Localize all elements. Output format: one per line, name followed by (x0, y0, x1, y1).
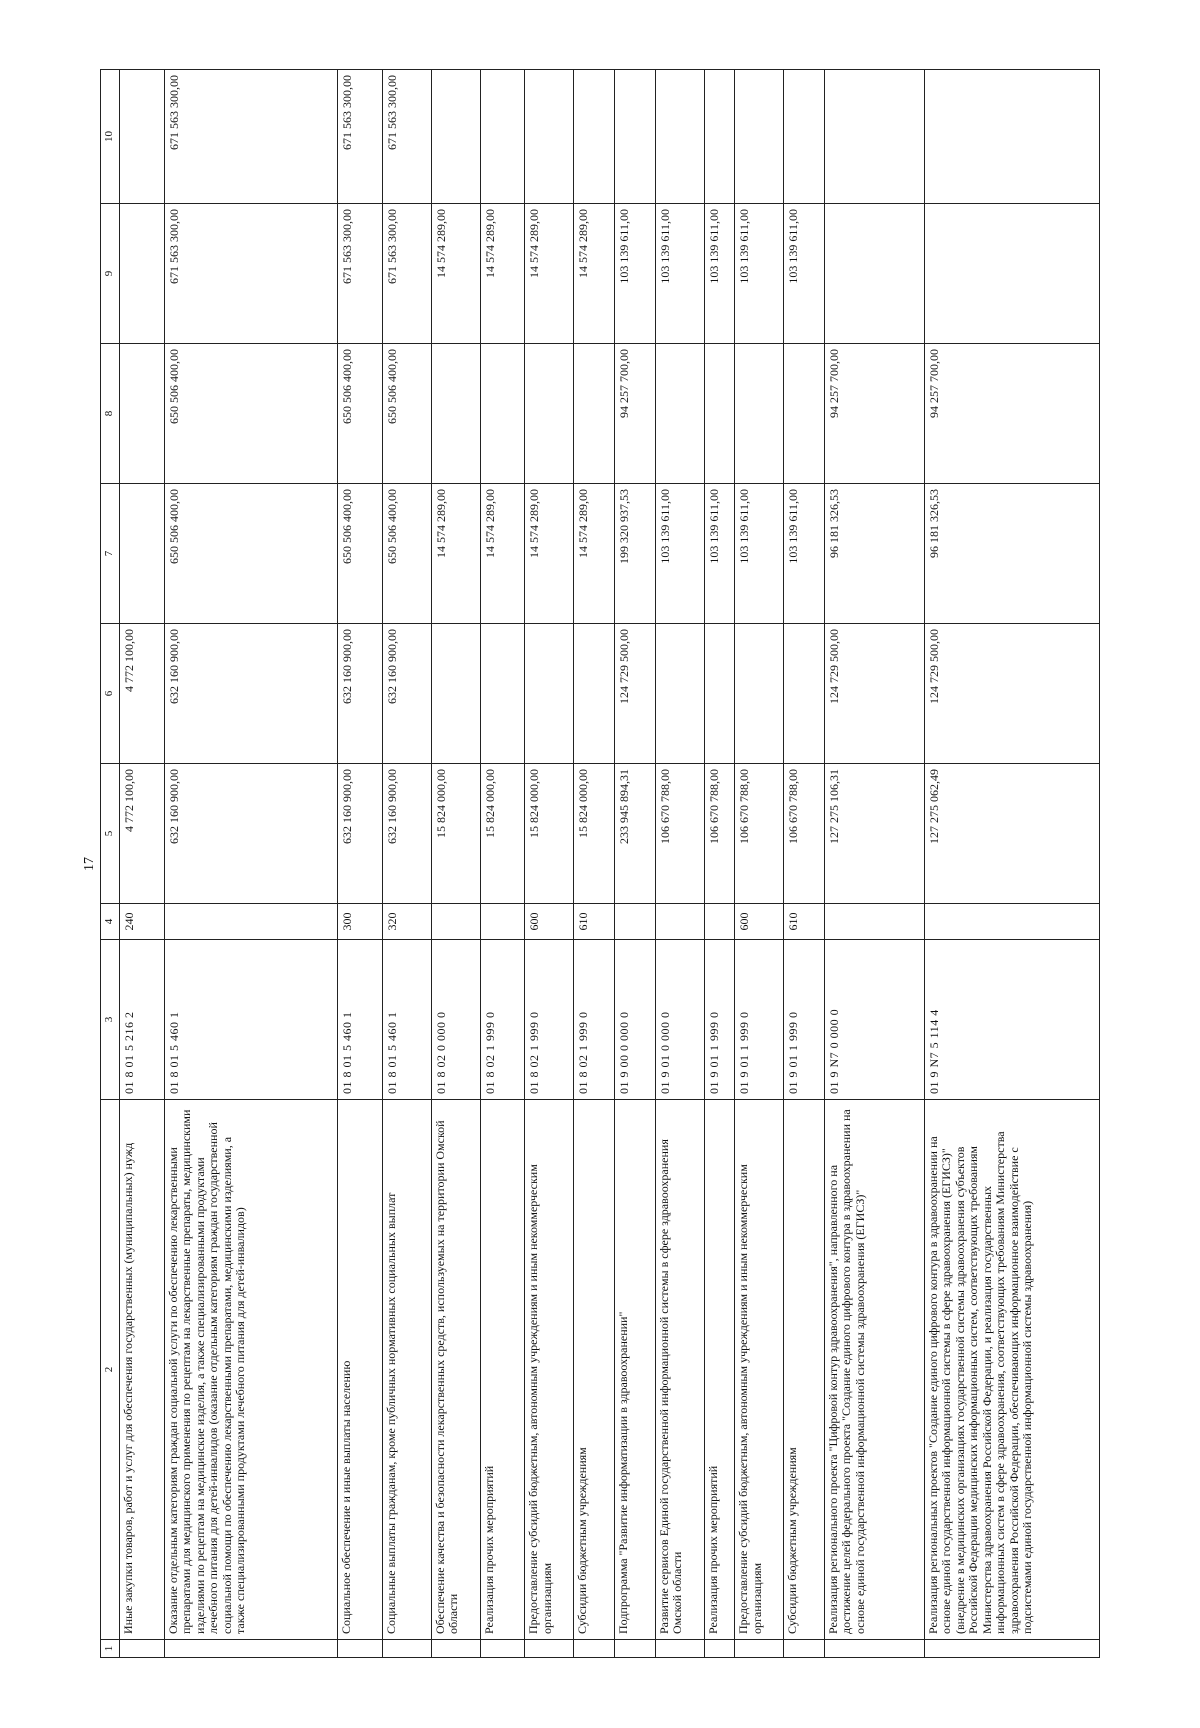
row-value-cell (655, 70, 704, 204)
row-value-cell (824, 70, 924, 204)
row-code-cell: 01 8 01 5 216 2 (120, 940, 165, 1100)
row-code-cell: 01 9 00 0 000 0 (615, 940, 656, 1100)
row-value-cell: 106 670 788,00 (655, 764, 704, 904)
row-vr-cell: 600 (735, 904, 784, 940)
row-value-cell: 103 139 611,00 (735, 204, 784, 344)
row-value-cell: 106 670 788,00 (704, 764, 735, 904)
row-marker-cell (337, 1640, 382, 1658)
row-value-cell: 671 563 300,00 (337, 70, 382, 204)
row-value-cell (735, 624, 784, 764)
row-value-cell: 96 181 326,53 (824, 484, 924, 624)
row-value-cell: 15 824 000,00 (574, 764, 615, 904)
table-row (655, 70, 704, 1658)
budget-table (100, 69, 1100, 1658)
row-value-cell: 127 275 062,49 (924, 764, 1099, 904)
row-value-cell: 632 160 900,00 (382, 764, 431, 904)
row-name-cell: Оказание отдельным категориям граждан социальной услуги по обеспечению лекарственными препаратами для медицинского применения по рецептам на лекарственные препараты, медицинскими изделиями по рецептам на медицинские изделия, а также специализированными продуктами лечебного питания для детей-инвалидов (оказание отдельным категориям граждан государственной социальной помощи по обеспечению лекарственными препаратами, медицинскими изделиями, а также специализированными продуктами лечебного питания для детей-инвалидов) (164, 1100, 337, 1640)
table-row (615, 70, 656, 1658)
row-name-cell: Развитие сервисов Единой государственной информационной системы в сфере здравоохранения Омской области (655, 1100, 704, 1640)
row-value-cell: 103 139 611,00 (735, 484, 784, 624)
row-code-cell: 01 8 01 5 460 1 (164, 940, 337, 1100)
row-code-cell: 01 9 N7 0 000 0 (824, 940, 924, 1100)
row-value-cell: 632 160 900,00 (382, 624, 431, 764)
column-header: 8 (101, 344, 120, 484)
row-value-cell: 632 160 900,00 (164, 764, 337, 904)
row-value-cell (824, 204, 924, 344)
row-vr-cell: 610 (784, 904, 825, 940)
column-header: 9 (101, 204, 120, 344)
row-value-cell: 14 574 289,00 (431, 484, 480, 624)
row-marker-cell (431, 1640, 480, 1658)
row-value-cell (574, 624, 615, 764)
row-marker-cell (480, 1640, 525, 1658)
row-name-cell: Реализация прочих мероприятий (480, 1100, 525, 1640)
row-value-cell (704, 624, 735, 764)
row-marker-cell (164, 1640, 337, 1658)
row-value-cell (784, 70, 825, 204)
row-value-cell: 632 160 900,00 (337, 624, 382, 764)
row-vr-cell: 300 (337, 904, 382, 940)
row-value-cell: 650 506 400,00 (337, 484, 382, 624)
row-value-cell: 103 139 611,00 (615, 204, 656, 344)
row-value-cell: 127 275 106,31 (824, 764, 924, 904)
row-value-cell: 233 945 894,31 (615, 764, 656, 904)
row-marker-cell (704, 1640, 735, 1658)
row-vr-cell (431, 904, 480, 940)
row-value-cell (480, 624, 525, 764)
row-value-cell: 632 160 900,00 (337, 764, 382, 904)
row-value-cell: 94 257 700,00 (924, 344, 1099, 484)
table-row (784, 70, 825, 1658)
row-value-cell (431, 344, 480, 484)
budget-table-wrapper (100, 70, 1100, 1658)
row-name-cell: Субсидии бюджетным учреждениям (574, 1100, 615, 1640)
page-number: 17 (82, 857, 97, 871)
row-value-cell (480, 70, 525, 204)
table-row (120, 70, 165, 1658)
row-value-cell: 103 139 611,00 (784, 484, 825, 624)
row-vr-cell: 610 (574, 904, 615, 940)
row-name-cell: Предоставление субсидий бюджетным, автономным учреждениям и иным некоммерческим организациям (735, 1100, 784, 1640)
row-value-cell: 14 574 289,00 (525, 484, 574, 624)
row-value-cell: 94 257 700,00 (824, 344, 924, 484)
row-value-cell: 671 563 300,00 (164, 70, 337, 204)
row-marker-cell (382, 1640, 431, 1658)
row-code-cell: 01 8 02 1 999 0 (525, 940, 574, 1100)
row-value-cell: 106 670 788,00 (735, 764, 784, 904)
row-marker-cell (120, 1640, 165, 1658)
row-value-cell: 650 506 400,00 (164, 484, 337, 624)
row-name-cell: Предоставление субсидий бюджетным, автономным учреждениям и иным некоммерческим организациям (525, 1100, 574, 1640)
row-value-cell (525, 70, 574, 204)
row-code-cell: 01 9 N7 5 114 4 (924, 940, 1099, 1100)
row-value-cell: 4 772 100,00 (120, 624, 165, 764)
row-value-cell: 103 139 611,00 (784, 204, 825, 344)
row-value-cell (120, 484, 165, 624)
column-header: 2 (101, 1100, 120, 1640)
row-marker-cell (824, 1640, 924, 1658)
row-name-cell: Субсидии бюджетным учреждениям (784, 1100, 825, 1640)
row-value-cell (784, 624, 825, 764)
row-value-cell (574, 70, 615, 204)
row-value-cell (655, 344, 704, 484)
row-value-cell (784, 344, 825, 484)
row-value-cell: 14 574 289,00 (480, 484, 525, 624)
column-header: 6 (101, 624, 120, 764)
row-value-cell: 650 506 400,00 (382, 344, 431, 484)
row-name-cell: Социальные выплаты гражданам, кроме публичных нормативных социальных выплат (382, 1100, 431, 1640)
row-vr-cell (824, 904, 924, 940)
row-marker-cell (784, 1640, 825, 1658)
row-value-cell: 103 139 611,00 (704, 484, 735, 624)
row-value-cell (615, 70, 656, 204)
row-marker-cell (924, 1640, 1099, 1658)
row-name-cell: Реализация прочих мероприятий (704, 1100, 735, 1640)
row-code-cell: 01 8 02 1 999 0 (574, 940, 615, 1100)
table-row (164, 70, 337, 1658)
table-row (337, 70, 382, 1658)
row-value-cell: 14 574 289,00 (574, 484, 615, 624)
row-value-cell: 15 824 000,00 (431, 764, 480, 904)
row-marker-cell (615, 1640, 656, 1658)
row-value-cell (924, 204, 1099, 344)
row-value-cell: 103 139 611,00 (704, 204, 735, 344)
row-code-cell: 01 8 02 1 999 0 (480, 940, 525, 1100)
row-value-cell: 671 563 300,00 (382, 204, 431, 344)
row-value-cell (735, 70, 784, 204)
row-marker-cell (525, 1640, 574, 1658)
row-value-cell (431, 70, 480, 204)
table-row (480, 70, 525, 1658)
row-value-cell (525, 344, 574, 484)
row-value-cell (431, 624, 480, 764)
table-row (574, 70, 615, 1658)
row-vr-cell: 320 (382, 904, 431, 940)
row-value-cell (480, 344, 525, 484)
row-value-cell: 103 139 611,00 (655, 484, 704, 624)
row-value-cell: 124 729 500,00 (824, 624, 924, 764)
row-vr-cell: 600 (525, 904, 574, 940)
row-value-cell: 14 574 289,00 (574, 204, 615, 344)
row-vr-cell (924, 904, 1099, 940)
row-name-cell: Подпрограмма "Развитие информатизации в здравоохранении" (615, 1100, 656, 1640)
row-name-cell: Реализация региональных проектов "Создание единого цифрового контура в здравоохранении на основе единой государственной информационной системы в сфере здравоохранения (ЕГИСЗ)" (внедрение в медицинских организациях государственной системы здравоохранения субъектов Российской Федерации медицинских информационных систем, соответствующих требованиям Министерства здравоохранения Российской Федерации, и реализация государственных информационных систем в сфере здравоохранения, соответствующих требованиям Министерства здравоохранения Российской Федерации, обеспечивающих информационное взаимодействие с подсистемами единой государственной информационной системы здравоохранения) (924, 1100, 1099, 1640)
row-name-cell: Социальное обеспечение и иные выплаты населению (337, 1100, 382, 1640)
row-name-cell: Обеспечение качества и безопасности лекарственных средств, используемых на территории Омской области (431, 1100, 480, 1640)
column-header: 5 (101, 764, 120, 904)
row-value-cell: 671 563 300,00 (164, 204, 337, 344)
header-row (101, 70, 120, 1658)
table-row (525, 70, 574, 1658)
row-value-cell: 14 574 289,00 (431, 204, 480, 344)
row-value-cell: 103 139 611,00 (655, 204, 704, 344)
row-vr-cell (164, 904, 337, 940)
table-row (431, 70, 480, 1658)
row-vr-cell (704, 904, 735, 940)
row-marker-cell (655, 1640, 704, 1658)
table-row (382, 70, 431, 1658)
table-row (704, 70, 735, 1658)
row-marker-cell (574, 1640, 615, 1658)
row-code-cell: 01 9 01 1 999 0 (735, 940, 784, 1100)
table-row (924, 70, 1099, 1658)
row-value-cell: 650 506 400,00 (164, 344, 337, 484)
row-value-cell: 14 574 289,00 (525, 204, 574, 344)
row-value-cell: 106 670 788,00 (784, 764, 825, 904)
row-code-cell: 01 8 02 0 000 0 (431, 940, 480, 1100)
row-value-cell: 124 729 500,00 (615, 624, 656, 764)
row-vr-cell (480, 904, 525, 940)
row-value-cell (704, 344, 735, 484)
row-code-cell: 01 8 01 5 460 1 (382, 940, 431, 1100)
row-code-cell: 01 9 01 1 999 0 (704, 940, 735, 1100)
row-vr-cell (655, 904, 704, 940)
row-value-cell (525, 624, 574, 764)
row-value-cell: 650 506 400,00 (337, 344, 382, 484)
column-header: 3 (101, 940, 120, 1100)
row-value-cell (655, 624, 704, 764)
row-value-cell: 650 506 400,00 (382, 484, 431, 624)
row-value-cell: 94 257 700,00 (615, 344, 656, 484)
row-name-cell: Иные закупки товаров, работ и услуг для обеспечения государственных (муниципальных) нужд (120, 1100, 165, 1640)
row-value-cell: 15 824 000,00 (525, 764, 574, 904)
row-code-cell: 01 9 01 0 000 0 (655, 940, 704, 1100)
row-code-cell: 01 9 01 1 999 0 (784, 940, 825, 1100)
row-value-cell (924, 70, 1099, 204)
row-value-cell: 199 320 937,53 (615, 484, 656, 624)
column-header: 7 (101, 484, 120, 624)
row-value-cell: 4 772 100,00 (120, 764, 165, 904)
row-value-cell: 96 181 326,53 (924, 484, 1099, 624)
column-header: 10 (101, 70, 120, 204)
column-header: 1 (101, 1640, 120, 1658)
row-code-cell: 01 8 01 5 460 1 (337, 940, 382, 1100)
row-value-cell: 671 563 300,00 (337, 204, 382, 344)
row-value-cell (120, 204, 165, 344)
row-marker-cell (735, 1640, 784, 1658)
row-value-cell (120, 344, 165, 484)
row-value-cell: 15 824 000,00 (480, 764, 525, 904)
column-header: 4 (101, 904, 120, 940)
row-value-cell (120, 70, 165, 204)
row-vr-cell (615, 904, 656, 940)
row-value-cell: 124 729 500,00 (924, 624, 1099, 764)
row-value-cell: 632 160 900,00 (164, 624, 337, 764)
row-vr-cell: 240 (120, 904, 165, 940)
row-value-cell (735, 344, 784, 484)
row-value-cell: 671 563 300,00 (382, 70, 431, 204)
row-name-cell: Реализация регионального проекта "Цифровой контур здравоохранения", направленного на достижение целей федерального проекта "Создание единого цифрового контура в здравоохранении на основе единой государственной информационной системы здравоохранения (ЕГИСЗ)" (824, 1100, 924, 1640)
row-value-cell: 14 574 289,00 (480, 204, 525, 344)
table-row (735, 70, 784, 1658)
row-value-cell (704, 70, 735, 204)
table-row (824, 70, 924, 1658)
row-value-cell (574, 344, 615, 484)
